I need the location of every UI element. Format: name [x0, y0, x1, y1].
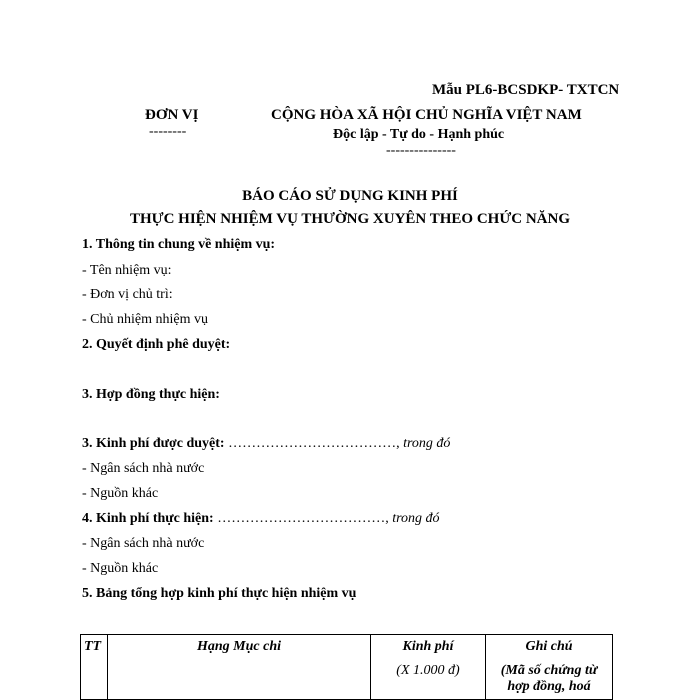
- approved-funding-suffix: trong đó: [399, 436, 451, 451]
- section-decision-heading: 2. Quyết định phê duyệt:: [82, 337, 231, 352]
- col-tt-header: TT: [81, 635, 108, 700]
- col-item-header: Hạng Mục chi: [108, 635, 371, 700]
- nation-motto: Độc lập - Tự do - Hạnh phúc: [333, 127, 505, 142]
- nation-name: CỘNG HÒA XÃ HỘI CHỦ NGHĨA VIỆT NAM: [271, 107, 582, 123]
- section-summary-heading: 5. Bảng tổng hợp kinh phí thực hiện nhiệm vụ: [82, 586, 357, 601]
- summary-table: [80, 634, 613, 700]
- col-note-title: Ghi chú: [525, 639, 573, 654]
- col-note-detail-2: hợp đồng, hoá: [507, 679, 591, 694]
- section-general-heading: 1. Thông tin chung về nhiệm vụ:: [82, 237, 276, 252]
- unit-rule: --------: [149, 124, 187, 139]
- form-code: Mẫu PL6-BCSDKP- TXTCN: [432, 82, 620, 98]
- approved-other-source-line: - Nguồn khác: [82, 486, 159, 501]
- col-note-detail-1: (Mã số chứng từ: [500, 663, 598, 678]
- approved-funding-line: [82, 436, 450, 452]
- col-cost-header: [371, 635, 486, 700]
- actual-other-source-line: - Nguồn khác: [82, 561, 159, 576]
- col-cost-unit: (X 1.000 đ): [396, 663, 460, 678]
- motto-rule: ---------------: [386, 143, 456, 158]
- approved-funding-dots: ………………………………,: [224, 436, 400, 451]
- unit-label: ĐƠN VỊ: [145, 107, 199, 123]
- summary-table-header-row: [81, 635, 613, 700]
- actual-funding-dots: ………………………………,: [213, 511, 389, 526]
- host-unit-line: - Đơn vị chủ trì:: [82, 287, 173, 302]
- approved-funding-label: 3. Kinh phí được duyệt:: [82, 436, 225, 451]
- report-title-line2: THỰC HIỆN NHIỆM VỤ THƯỜNG XUYÊN THEO CHỨC NĂNG: [129, 211, 571, 227]
- actual-state-budget-line: - Ngân sách nhà nước: [82, 536, 205, 551]
- section-contract-heading: 3. Hợp đồng thực hiện:: [82, 387, 220, 402]
- actual-funding-suffix: trong đó: [388, 511, 440, 526]
- task-name-line: - Tên nhiệm vụ:: [82, 263, 172, 278]
- report-title-line1: BÁO CÁO SỬ DỤNG KINH PHÍ: [242, 188, 458, 204]
- approved-state-budget-line: - Ngân sách nhà nước: [82, 461, 205, 476]
- actual-funding-line: [82, 511, 440, 527]
- col-cost-title: Kinh phí: [402, 639, 454, 654]
- actual-funding-label: 4. Kinh phí thực hiện:: [82, 511, 214, 526]
- task-lead-line: - Chủ nhiệm nhiệm vụ: [82, 312, 208, 327]
- col-note-header: [486, 635, 613, 700]
